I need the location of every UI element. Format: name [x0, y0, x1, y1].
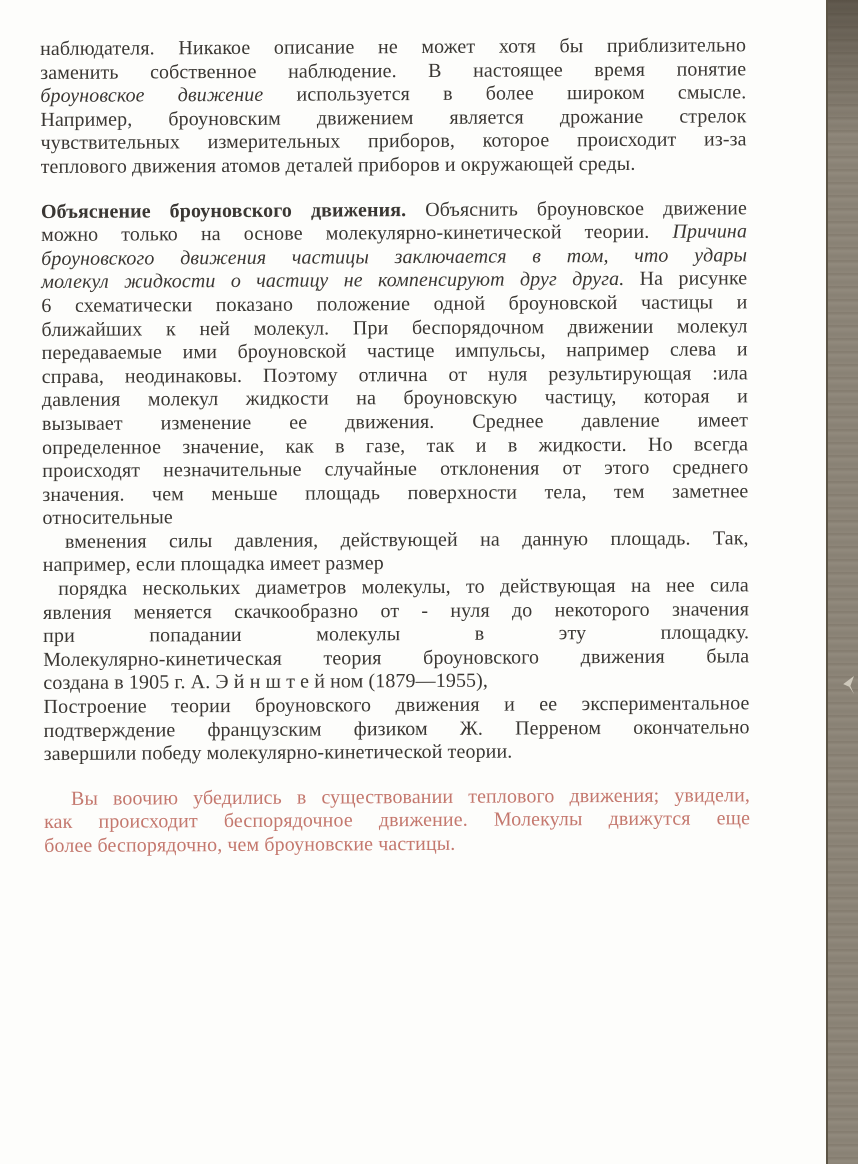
text-run-normal: наблюдателя. Никакое описание не может хотя бы приблизительно: [40, 34, 747, 60]
page-text: [40, 34, 750, 858]
text-run-normal: ближайших к ней молекул. При беспорядочном движении молекул: [41, 314, 748, 341]
page-edge-strip: [826, 0, 858, 1164]
text-run-normal: 6 схематически показано положение одной броуновской частицы и: [41, 291, 748, 317]
text-run-normal: давления молекул жидкости на броуновскую частицу, которая и: [41, 385, 748, 412]
text-run-normal: происходят незначительные случайные отклонения от этого среднего: [42, 456, 749, 483]
text-run-normal: подтверждение французским физиком Ж. Перреном окончательно: [43, 715, 750, 742]
text-run-normal: вменения силы давления, действующей на данную площадь. Так,: [42, 527, 749, 553]
text-run-normal: более беспорядочно, чем броуновские частицы.: [44, 832, 456, 857]
text-run-normal: например, если площадка имеет размер: [42, 552, 384, 577]
page-edge-shadow: [828, 0, 858, 140]
text-line: [42, 480, 748, 507]
text-run-normal: Построение теории броуновского движения и ее экспериментальное: [43, 692, 750, 719]
text-run-normal: можно только на основе молекулярно-кинетической теории.: [40, 220, 673, 247]
text-line: [44, 740, 750, 767]
text-line: [41, 152, 747, 179]
text-run-normal: определенное значение, как в газе, так и в жидкости. Но всегда: [42, 432, 749, 459]
text-run-normal: Объяснить броуновское движение: [406, 196, 747, 221]
text-run-italic: броуновское движение: [40, 84, 264, 108]
paragraph-molecule-fragment: [43, 574, 750, 696]
text-run-normal: справа, неодинаковы. Поэтому отлична от нуля результирующая :ила: [41, 362, 748, 388]
text-run-normal: Например, броуновским движением является дрожание стрелок: [40, 105, 747, 131]
paragraph-pressure-fragment: [43, 527, 749, 578]
text-run-normal: значения. чем меньше площадь поверхности тела, тем заметнее: [42, 479, 749, 506]
paragraph-conclusion: [44, 784, 750, 858]
page-edge-notch: [842, 676, 854, 694]
text-run-normal: Молекулярно-кинетическая теория броуновского движения была: [43, 645, 750, 671]
text-run-normal: чувствительных измерительных приборов, которое происходит из-за: [40, 128, 747, 155]
text-run-normal: Вы воочию убедились в существовании теплового движения; увидели,: [70, 784, 751, 810]
text-run-italic: броуновского движения частицы заключается в том, что удары: [41, 244, 748, 270]
paragraph-observer: [40, 34, 747, 179]
text-run-normal: вызывает изменение ее движения. Среднее давление имеет: [41, 409, 749, 435]
text-run-normal: заменить собственное наблюдение. В настоящее время понятие: [40, 57, 747, 84]
text-run-italic: молекул жидкости о частицу не компенсируют друг друга.: [41, 268, 625, 294]
text-run-bold: Объяснение броуновского движения.: [40, 198, 407, 223]
text-run-normal: относительные: [42, 506, 173, 530]
text-run-normal: создана в 1905 г. А. Э й н ш т е й ном (1879—1955),: [43, 670, 489, 695]
text-run-normal: порядка нескольких диаметров молекулы, то действующая на нее сила: [42, 574, 749, 601]
text-line: [44, 716, 750, 743]
text-run-normal: как происходит беспорядочное движение. Молекулы движутся еще: [44, 807, 751, 834]
paragraph-explanation: [41, 197, 749, 531]
text-run-normal: На рисунке: [624, 267, 748, 291]
text-run-normal: явления меняется скачкообразно от - нуля до некоторого значения: [42, 597, 750, 624]
text-run-normal: теплового движения атомов деталей приборов и окружающей среды.: [40, 152, 636, 178]
paragraph-perrin: [43, 692, 749, 766]
text-run-normal: передаваемые ими броуновской частице импульсы, например слева и: [41, 338, 748, 365]
text-line: [43, 645, 749, 672]
text-line: [44, 831, 750, 858]
text-run-normal: при попадании молекулы в эту площадку.: [43, 621, 750, 648]
text-line: [40, 129, 746, 156]
text-line: [43, 527, 749, 554]
text-run-italic: Причина: [672, 220, 748, 243]
text-run-normal: завершили победу молекулярно-кинетической теории.: [43, 740, 513, 766]
text-run-normal: используется в более широком смысле.: [263, 81, 747, 107]
text-line: [44, 808, 750, 835]
